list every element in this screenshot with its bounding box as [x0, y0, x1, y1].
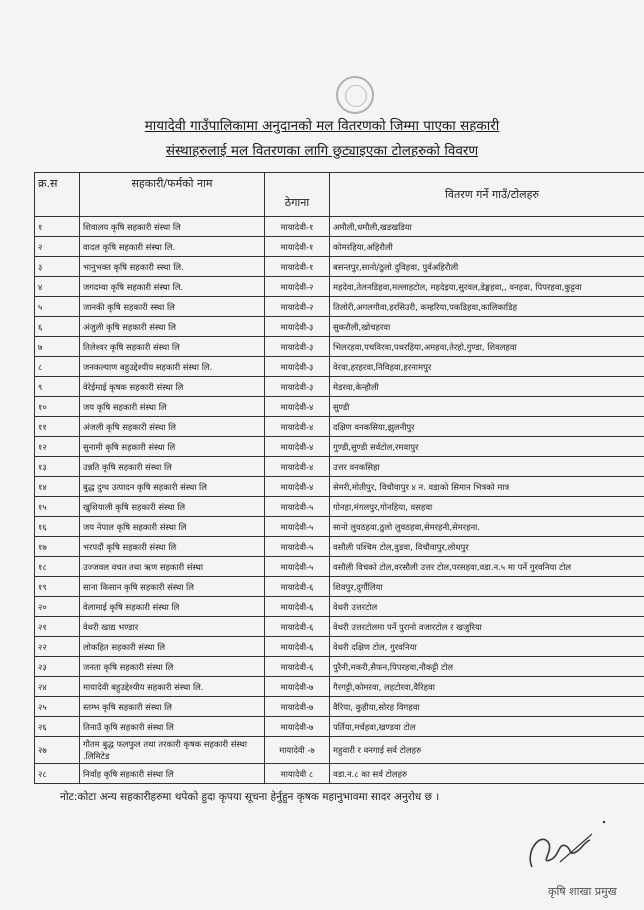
- name-cell: शिवालय कृषि सहकारी संस्था लि: [80, 217, 265, 237]
- address-cell: मायादेवी-५: [265, 517, 330, 537]
- header-serial: क्र.स: [35, 173, 80, 217]
- table-row: [35, 317, 644, 337]
- name-cell: सुनामी कृषि सहकारी संस्था लि: [80, 437, 265, 457]
- name-cell: भरपदौं कृषि सहकारी संस्था लि: [80, 537, 265, 557]
- table-row: [35, 217, 644, 237]
- table-row: [35, 397, 644, 417]
- name-cell: जनकल्याण बहुउद्देश्यीय सहकारी संस्था लि.: [80, 357, 265, 377]
- header-tole: वितरण गर्ने गाउँ/टोलहरु: [330, 173, 644, 217]
- table-row: [35, 497, 644, 517]
- tole-cell: दक्षिण वनकसिया,झुलनीपुर: [330, 417, 644, 437]
- table-row: [35, 577, 644, 597]
- serial-cell: २४: [35, 677, 80, 697]
- serial-cell: २: [35, 237, 80, 257]
- table-row: [35, 377, 644, 397]
- serial-cell: २८: [35, 764, 80, 784]
- table-row: [35, 557, 644, 577]
- address-cell: मायादेवी-१: [265, 237, 330, 257]
- serial-cell: १: [35, 217, 80, 237]
- name-cell: तिलेश्वर कृषि सहकारी संस्था लि: [80, 337, 265, 357]
- name-cell: वेरेईमाई कृषक सहकारी संस्था लि: [80, 377, 265, 397]
- tole-cell: बसन्तपुर,सानो/ठुलो दुविहवा, पुर्वअहिरौली: [330, 257, 644, 277]
- header-name: सहकारी/फर्मको नाम: [80, 173, 265, 217]
- serial-cell: १७: [35, 537, 80, 557]
- address-cell: मायादेवी-६: [265, 637, 330, 657]
- name-cell: निर्वाह कृषि सहकारी संस्था लि: [80, 764, 265, 784]
- serial-cell: ४: [35, 277, 80, 297]
- serial-cell: ६: [35, 317, 80, 337]
- name-cell: अंजुली कृषि सहकारी संस्था लि: [80, 317, 265, 337]
- tole-cell: महदेवा,तेलनडिहवा,मल्लाहटोल, महदेइया,सुरवल,डेङ्घहवा,, वनहवा, पिपरहवा,कुट्टवा: [330, 277, 644, 297]
- name-cell: बुद्ध दुग्ध उत्पादन कृषि सहकारी संस्था लि: [80, 477, 265, 497]
- table-row: [35, 697, 644, 717]
- table-row: [35, 717, 644, 737]
- address-cell: मायादेवी-३: [265, 357, 330, 377]
- table-row: [35, 517, 644, 537]
- tole-cell: भिलरहवा,पचविरवा,पथरहिया,अमहवा,तेरहो,गुण्डा, शिवलहवा: [330, 337, 644, 357]
- table-header-row: [35, 173, 644, 217]
- tole-cell: मेडरवा,केन्हौली: [330, 377, 644, 397]
- address-cell: मायादेवी-४: [265, 477, 330, 497]
- serial-cell: १९: [35, 577, 80, 597]
- address-cell: मायादेवी ८: [265, 764, 330, 784]
- serial-cell: १५: [35, 497, 80, 517]
- tole-cell: गुण्डी,सुण्डी सर्वटोल,रमवापुर: [330, 437, 644, 457]
- serial-cell: २०: [35, 597, 80, 617]
- table-row: [35, 677, 644, 697]
- serial-cell: २२: [35, 637, 80, 657]
- serial-cell: ९: [35, 377, 80, 397]
- name-cell: वादल कृषि सहकारी संस्था लि.: [80, 237, 265, 257]
- tole-cell: वेरवा,हरहरवा,निविहवा,हरनामपुर: [330, 357, 644, 377]
- serial-cell: १६: [35, 517, 80, 537]
- table-row: [35, 357, 644, 377]
- name-cell: अंजली कृषि सहकारी संस्था लि: [80, 417, 265, 437]
- table-row: [35, 537, 644, 557]
- table-row: [35, 617, 644, 637]
- serial-cell: १०: [35, 397, 80, 417]
- document-title-line2: संस्थाहरुलाई मल वितरणका लागि छुट्याइएका टोलहरुको विवरण: [165, 143, 479, 159]
- tole-cell: उत्तर वनकसिहा: [330, 457, 644, 477]
- serial-cell: ७: [35, 337, 80, 357]
- document-title-line1: मायादेवी गाउँपालिकामा अनुदानको मल वितरणको जिम्मा पाएका सहकारी: [144, 118, 500, 134]
- footer-note: नोट:कोटा अन्य सहकारीहरुमा थपेको हुदा कृपया सूचना हेर्नुहुन कृषक महानुभावमा सादर अनुरोध छ ।: [60, 791, 440, 803]
- address-cell: मायादेवी-६: [265, 617, 330, 637]
- tole-cell: वेथरी उत्तरटोल: [330, 597, 644, 617]
- serial-cell: ११: [35, 417, 80, 437]
- table-row: [35, 417, 644, 437]
- address-cell: मायादेवी -७: [265, 737, 330, 764]
- name-cell: वेलामाई कृषि सहकारी संस्था लि: [80, 597, 265, 617]
- address-cell: मायादेवी-६: [265, 597, 330, 617]
- address-cell: मायादेवी-३: [265, 377, 330, 397]
- name-cell: जय नेपाल कृषि सहकारी संस्था लि: [80, 517, 265, 537]
- tole-cell: वैरिया, कुहीया,सोरह विगहवा: [330, 697, 644, 717]
- signature-icon: [520, 812, 610, 878]
- serial-cell: १३: [35, 457, 80, 477]
- table-row: [35, 657, 644, 677]
- tole-cell: गोनहा,मंगलपुर,गोनहिया, वसहवा: [330, 497, 644, 517]
- address-cell: मायादेवी-५: [265, 557, 330, 577]
- address-cell: मायादेवी-५: [265, 537, 330, 557]
- name-cell: भानुभक्त कृषि सहकारी स्स्था लि.: [80, 257, 265, 277]
- address-cell: मायादेवी-१: [265, 217, 330, 237]
- tole-cell: वेथरी उत्तरटोलमा पर्ने पुरानो वजारटोल र खजुरिया: [330, 617, 644, 637]
- tole-cell: गैरगट्टी,कोमरवा, लहटोरवा,वैरिहवा: [330, 677, 644, 697]
- table-body: [35, 217, 644, 784]
- tole-cell: पुरैनी,मकरी,सैफन,पिपरहवा,नौकट्टी टोल: [330, 657, 644, 677]
- table-row: [35, 337, 644, 357]
- name-cell: खुशियाली कृषि सहकारी संस्था लि: [80, 497, 265, 517]
- serial-cell: ३: [35, 257, 80, 277]
- tole-cell: वसौली पश्चिम टोल,वुडवा, विचौवापुर,लोधपुर: [330, 537, 644, 557]
- serial-cell: २६: [35, 717, 80, 737]
- table-row: [35, 437, 644, 457]
- serial-cell: १२: [35, 437, 80, 457]
- header-address: ठेगाना: [265, 173, 330, 217]
- address-cell: मायादेवी-७: [265, 677, 330, 697]
- table-row: [35, 737, 644, 764]
- signature-stamp: कृषि शाखा प्रमुख: [548, 885, 617, 898]
- name-cell: वेथरी खाद्य भण्डार: [80, 617, 265, 637]
- table-row: [35, 257, 644, 277]
- address-cell: मायादेवी-४: [265, 457, 330, 477]
- tole-cell: शिवपुर,दुर्गौलिया: [330, 577, 644, 597]
- name-cell: जानकी कृषि सहकारी स्स्था लि: [80, 297, 265, 317]
- name-cell: जगदम्वा कृषि सहकारी संस्था लि.: [80, 277, 265, 297]
- tole-cell: कोमरहिया,अहिरौली: [330, 237, 644, 257]
- serial-cell: १४: [35, 477, 80, 497]
- serial-cell: ५: [35, 297, 80, 317]
- serial-cell: ८: [35, 357, 80, 377]
- address-cell: मायादेवी-३: [265, 337, 330, 357]
- table-row: [35, 597, 644, 617]
- serial-cell: २७: [35, 737, 80, 764]
- address-cell: मायादेवी-७: [265, 697, 330, 717]
- table-row: [35, 237, 644, 257]
- serial-cell: १८: [35, 557, 80, 577]
- serial-cell: २१: [35, 617, 80, 637]
- tole-cell: महुवारी र वनगाई सर्व टोलहरु: [330, 737, 644, 764]
- address-cell: मायादेवी-६: [265, 577, 330, 597]
- name-cell: लोकहित सहकारी संस्था लि: [80, 637, 265, 657]
- address-cell: मायादेवी-५: [265, 497, 330, 517]
- serial-cell: २५: [35, 697, 80, 717]
- address-cell: मायादेवी-४: [265, 397, 330, 417]
- address-cell: मायादेवी-७: [265, 717, 330, 737]
- name-cell: जय कृषि सहकारी संस्था लि: [80, 397, 265, 417]
- table-row: [35, 637, 644, 657]
- address-cell: मायादेवी-३: [265, 317, 330, 337]
- tole-cell: अमौली,धमौली,खडखडिया: [330, 217, 644, 237]
- name-cell: मायादेवी बहुउद्देश्यीय सहकारी संस्था लि.: [80, 677, 265, 697]
- tole-cell: सुकरौली,खोचहरवा: [330, 317, 644, 337]
- tole-cell: सेमरी,मोतीपुर, विचौवापुर ४ न. वडाको सिमान भित्रको मात्र: [330, 477, 644, 497]
- table-row: [35, 764, 644, 784]
- serial-cell: २३: [35, 657, 80, 677]
- address-cell: मायादेवी-२: [265, 277, 330, 297]
- name-cell: तिनाउँ कृषि सहकारी संस्था लि: [80, 717, 265, 737]
- table-row: [35, 277, 644, 297]
- table-row: [35, 297, 644, 317]
- name-cell: गौतम बुद्ध फलफुल तथा तरकारी कृषक सहकारी संस्था .लिमिटेड: [80, 737, 265, 764]
- name-cell: उज्जवल वचत तथा ऋण सहकारी संस्था: [80, 557, 265, 577]
- name-cell: जनता कृषि सहकारी संस्था लि: [80, 657, 265, 677]
- address-cell: मायादेवी-१: [265, 257, 330, 277]
- tole-cell: सानो लुवठहवा,ठुलो लुवठहवा,सेमरहनी,सेमरहना.: [330, 517, 644, 537]
- address-cell: मायादेवी-६: [265, 657, 330, 677]
- address-cell: मायादेवी-४: [265, 437, 330, 457]
- address-cell: मायादेवी-२: [265, 297, 330, 317]
- tole-cell: सुण्डी: [330, 397, 644, 417]
- name-cell: स्तम्भ कृषि सहकारी संस्था लि: [80, 697, 265, 717]
- tole-cell: पर्तिया,मर्चहवा,खण्डवा टोल: [330, 717, 644, 737]
- table-row: [35, 457, 644, 477]
- name-cell: साना किसान कृषि सहकारी संस्था लि: [80, 577, 265, 597]
- tole-cell: तिलोरी,अगलगौवा,हरसिउरी, कम्हरिया,पकडिहवा,कालिकाडिह: [330, 297, 644, 317]
- tole-cell: वसौली विचको टोल,वरसौली उत्तर टोल,परसहवा,वडा.न.५ मा पर्ने गुरवनिया टोल: [330, 557, 644, 577]
- distribution-table: [34, 172, 644, 784]
- tole-cell: वेथरी दक्षिण टोल, गुरवनिया: [330, 637, 644, 657]
- table-row: [35, 477, 644, 497]
- distribution-table-wrapper: [34, 172, 626, 784]
- address-cell: मायादेवी-४: [265, 417, 330, 437]
- office-seal-icon: [336, 76, 374, 114]
- tole-cell: वडा.न.८ का सर्व टोलहरु: [330, 764, 644, 784]
- name-cell: उन्नति कृषि सहकारी संस्था लि: [80, 457, 265, 477]
